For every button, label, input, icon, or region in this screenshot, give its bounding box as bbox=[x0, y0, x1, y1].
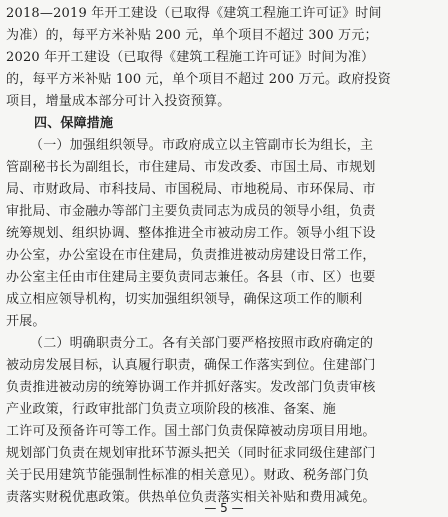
text-line: 成立相应领导机构，切实加强组织领导，确保这项工作的顺利 bbox=[6, 292, 363, 307]
text-line: （二）明确职责分工。各有关部门要严格按照市政府确定的 bbox=[30, 336, 374, 351]
text-line: 关于民用建筑节能强制性标准的相关意见）。财政、税务部门负 bbox=[6, 468, 370, 483]
text-line: 负责推进被动房的统筹协调工作并抓好落实。发改部门负责审核 bbox=[6, 380, 376, 395]
text-line: 产业政策，行政审批部门负责立项阶段的核准、备案、施 bbox=[6, 402, 337, 417]
text-line: 局、市财政局、市科技局、市国税局、市地税局、市环保局、市 bbox=[6, 182, 376, 197]
text-line: 被动房发展目标，认真履行职责，确保工作落实到位。住建部门 bbox=[6, 358, 376, 373]
text-line: 项目，增量成本部分可计入投资预算。 bbox=[6, 94, 231, 109]
text-line: 工许可及预备许可等工作。国土部门负责保障被动房项目用地。 bbox=[6, 424, 376, 439]
text-line: 审批局、市金融办等部门主要负责同志为成员的领导小组，负责 bbox=[6, 204, 376, 219]
text-line: 管副秘书长为副组长，市住建局、市发改委、市国土局、市规划 bbox=[6, 160, 376, 175]
text-line: 为准）的，每平方米补贴 200 元，单个项目不超过 300 万元； bbox=[6, 28, 378, 43]
text-line: 2018—2019 年开工建设（已取得《建筑工程施工许可证》时间 bbox=[6, 6, 382, 21]
text-line: 开展。 bbox=[6, 314, 46, 329]
text-line: 办公室主任由市住建局主要负责同志兼任。各县（市、区）也要 bbox=[6, 270, 376, 285]
text-line: 2020 年开工建设（已取得《建筑工程施工许可证》时间为准） bbox=[6, 50, 375, 65]
text-line: 统筹规划、组织协调、整体推进全市被动房工作。领导小组下设 bbox=[6, 226, 376, 241]
text-line: 规划部门负责在规划审批环节源头把关（同时征求同级住建部门 bbox=[6, 446, 376, 461]
text-line: 的，每平方米补贴 100 元，单个项目不超过 200 万元。政府投资 bbox=[6, 72, 391, 87]
text-line: （一）加强组织领导。市政府成立以主管副市长为组长，主 bbox=[30, 138, 374, 153]
text-line: 责落实财税优惠政策。供热单位负责落实相关补贴和费用减免。 bbox=[6, 490, 376, 505]
text-line: 办公室，办公室设在市住建局，负责推进被动房建设日常工作， bbox=[6, 248, 376, 263]
page-number: — 5 — bbox=[204, 501, 244, 515]
section-heading: 四、保障措施 bbox=[34, 116, 114, 131]
